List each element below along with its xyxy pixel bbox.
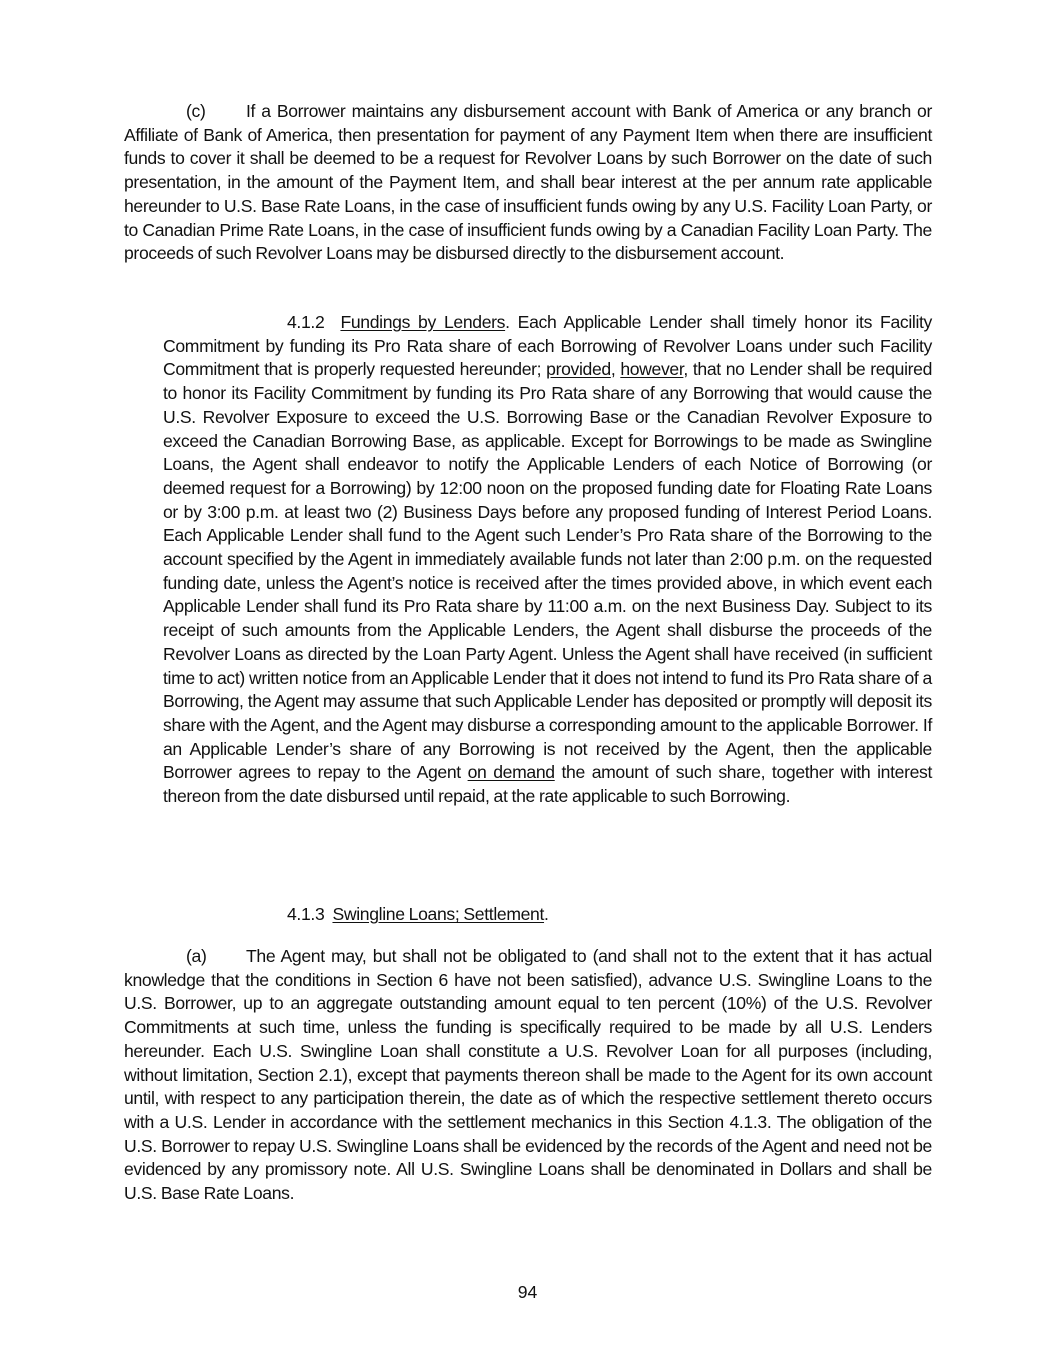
paragraph-a [124,945,932,1206]
section-4-1-3-number: 4.1.3 [287,904,325,924]
paragraph-c-text: If a Borrower maintains any disbursement account with Bank of America or any branch or Affiliate of Bank of America, then presentation for payment of any Payment Item when there are insufficient funds to cover it shall be deemed to be a request for Revolver Loans by such Borrower on the date of such presentation, in the amount of the Payment Item, and shall bear interest at the per annum rate applicable hereunder to U.S. Base Rate Loans, in the case of insufficient funds owing by any U.S. Facility Loan Party, or to Canadian Prime Rate Loans, in the case of insufficient funds owing by a Canadian Facility Loan Party. The proceeds of such Revolver Loans may be disbursed directly to the disbursement account. [124,101,932,264]
section-4-1-3-heading: Swingline Loans; Settlement [332,904,545,924]
section-4-1-3 [163,903,932,927]
section-4-1-3-period: . [544,904,549,924]
provided-term: provided [546,359,611,380]
page-number: 94 [517,1282,538,1302]
section-4-1-2-text-2: , that no Lender shall be required to honor its Facility Commitment by funding its Pro Rata share of any Borrowing that would cause the U.S. Revolver Exposure to exceed the U.S. Borrowing Base or the Canadian Revolver Exposure to exceed the Canadian Borrowing Base, as applicable. Except for Borrowings to be made as Swingline Loans, the Agent shall endeavor to notify the Applicable Lenders of each Notice of Borrowing (or deemed request for a Borrowing) by 12:00 noon on the proposed funding date for Floating Rate Loans or by 3:00 p.m. at least two (2) Business Days before any proposed funding of Interest Period Loans. Each Applicable Lender shall fund to the Agent such Lender’s Pro Rata share of the Borrowing to the account specified by the Agent in immediately available funds not later than 2:00 p.m. on the requested funding date, unless the Agent’s notice is received after the times provided above, in which event each Applicable Lender shall fund its Pro Rata share by 11:00 a.m. on the next Business Day. Subject to its receipt of such amounts from the Applicable Lenders, the Agent shall disburse the proceeds of the Revolver Loans as directed by the Loan Party Agent. Unless the Agent shall have received (in sufficient time to act) written notice from an Applicable Lender that it does not intend to fund its Pro Rata share of a Borrowing, the Agent may assume that such Applicable Lender has deposited or promptly will deposit its share with the Agent, and the Agent may disburse a corresponding amount to the applicable Borrower. If an Applicable Lender’s share of any Borrowing is not received by the Agent, then the applicable Borrower agrees to repay to the Agent [163,359,933,783]
paragraph-c [124,100,932,266]
section-4-1-2 [163,311,932,809]
paragraph-a-text: The Agent may, but shall not be obligated to (and shall not to the extent that it has actual knowledge that the conditions in Section 6 have not been satisfied), advance U.S. Swingline Loans to the U.S. Borrower, up to an aggregate outstanding amount equal to ten percent (10%) of the U.S. Revolver Commitments at such time, unless the funding is specifically required to be made by all U.S. Lenders hereunder. Each U.S. Swingline Loan shall constitute a U.S. Revolver Loan for all purposes (including, without limitation, Section 2.1), except that payments thereon shall be made to the Agent for its own account until, with respect to any participation therein, the date as of which the respective settlement thereto occurs with a U.S. Lender in accordance with the settlement mechanics in this Section 4.1.3. The obligation of the U.S. Borrower to repay U.S. Swingline Loans shall be evidenced by the records of the Agent and need not be evidenced by any promissory note. All U.S. Swingline Loans shall be denominated in Dollars and shall be U.S. Base Rate Loans. [124,946,932,1204]
section-4-1-2-text-3: the amount of such share, together with interest thereon from the date disbursed until repaid, at the rate applicable to such Borrowing. [163,762,933,807]
section-4-1-2-number: 4.1.2 [287,312,325,332]
however-term: however [620,359,684,380]
section-4-1-2-heading: Fundings by Lenders [340,312,506,332]
paragraph-c-label: (c) [186,101,206,121]
section-4-1-2-text-1: . Each Applicable Lender shall timely honor its Facility Commitment by funding its Pro Rata share of each Borrowing of Revolver Loans under such Facility Commitment that is properly requested hereunder; [163,312,932,380]
paragraph-a-label: (a) [186,946,207,966]
on-demand-term: on demand [467,762,555,783]
section-4-1-2-comma: , [610,359,621,380]
